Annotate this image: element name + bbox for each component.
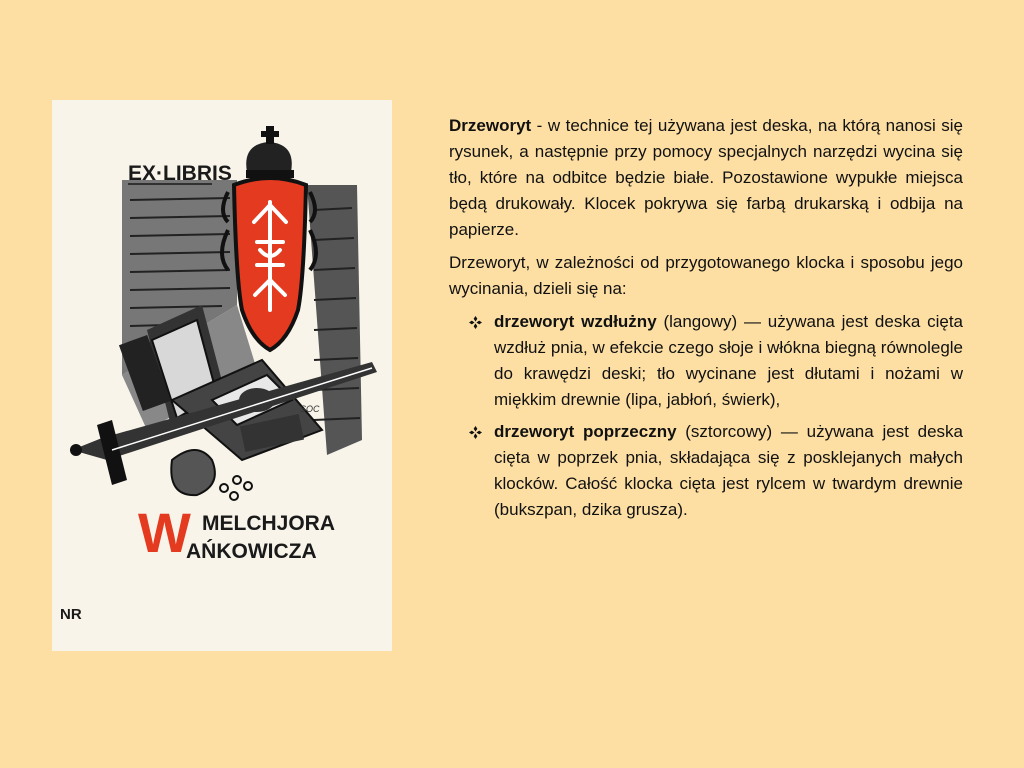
term-wzdluzny: drzeworyt wzdłużny — [494, 312, 657, 331]
types-list — [449, 309, 963, 523]
description-text — [449, 113, 963, 529]
diamond-bullet-icon — [468, 419, 482, 445]
list-item — [494, 309, 963, 413]
term-poprzeczny: drzeworyt poprzeczny — [494, 422, 677, 441]
intro-paragraph — [449, 113, 963, 243]
artist-signature: SOC — [300, 404, 320, 414]
owner-name-line1: MELCHJORA — [202, 512, 336, 535]
monogram: NR — [60, 606, 82, 623]
wzdluzny-text: (langowy) — używana jest deska cięta wzdłuż pnia, w efekcie czego słoje i włókna biegną równolegle do krawędzi deski; tło wycinane jest dłutami i nożami w miękkim drewnie (lipa, jabłoń, świerk), — [494, 312, 963, 409]
intro-text: - w technice tej używana jest deska, na którą nanosi się rysunek, a następnie przy pomocy specjalnych narzędzi wycina się tło, które na odbitce będzie białe. Pozostawione wypukłe miejsca będą drukowały. Klocek pokrywa się farbą drukarską i odbija na papierze. — [449, 116, 963, 239]
crown-icon — [246, 126, 294, 178]
term-drzeworyt: Drzeworyt — [449, 116, 532, 135]
owner-name-line2: AŃKOWICZA — [186, 540, 317, 563]
exlibris-label: EX·LIBRIS — [128, 162, 232, 185]
diamond-bullet-icon — [468, 309, 482, 335]
list-item — [494, 419, 963, 523]
classification-paragraph: Drzeworyt, w zależności od przygotowanego klocka i sposobu jego wycinania, dzieli się na: — [449, 253, 963, 298]
poprzeczny-text: (sztorcowy) — używana jest deska cięta w poprzek pnia, składająca się z posklejanych małych klocków. Całość klocka cięta jest rylcem w twardym drewnie (bukszpan, dzika grusza). — [494, 422, 963, 519]
exlibris-image — [52, 100, 392, 651]
initial-letter: W — [138, 501, 191, 564]
